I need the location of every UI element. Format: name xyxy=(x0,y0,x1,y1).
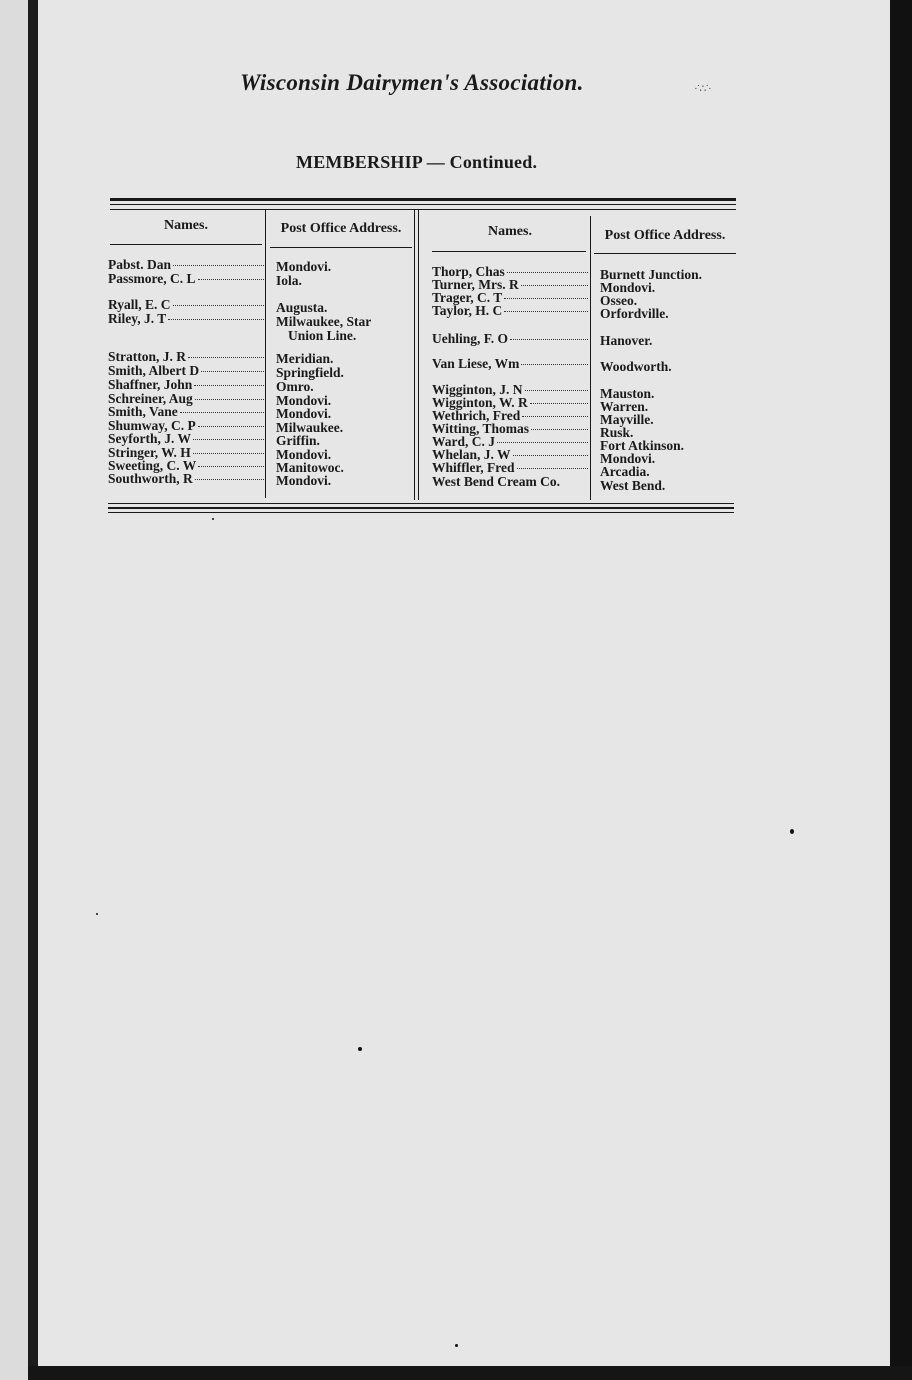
left-name: Pabst. Dan xyxy=(108,258,264,272)
right-address: Mondovi. xyxy=(600,452,656,466)
left-address: Mondovi. xyxy=(276,260,332,274)
page-edge-bottom xyxy=(28,1366,912,1380)
left-address: Omro. xyxy=(276,380,314,394)
top-rule-thin-2 xyxy=(110,209,736,210)
left-name: Stringer, W. H xyxy=(108,446,264,460)
book-spine xyxy=(0,0,28,1380)
left-address: Iola. xyxy=(276,274,302,288)
left-address: Griffin. xyxy=(276,434,320,448)
right-address: Mauston. xyxy=(600,387,655,401)
right-name: Wigginton, J. N xyxy=(432,383,588,397)
right-name: Turner, Mrs. R xyxy=(432,278,588,292)
left-address: Manitowoc. xyxy=(276,461,344,475)
scan-speck xyxy=(212,518,214,520)
scan-speck xyxy=(358,1047,362,1051)
right-name: Whiffler, Fred xyxy=(432,461,588,475)
right-name: Whelan, J. W xyxy=(432,448,588,462)
left-address: Milwaukee, Star xyxy=(276,315,372,329)
left-address: Mondovi. xyxy=(276,394,332,408)
right-name: Wigginton, W. R xyxy=(432,396,588,410)
right-address: Burnett Junction. xyxy=(600,268,703,282)
right-name: Taylor, H. C xyxy=(432,304,588,318)
section-title: MEMBERSHIP — Continued. xyxy=(296,152,538,172)
right-addr-header-underline xyxy=(594,253,736,254)
left-name: Schreiner, Aug xyxy=(108,392,264,406)
left-address: Mondovi. xyxy=(276,407,332,421)
right-address: Mondovi. xyxy=(600,281,656,295)
scan-speck xyxy=(96,913,98,915)
right-name-last: West Bend Cream Co. xyxy=(432,475,560,489)
spine-shadow xyxy=(28,0,38,1380)
center-separator-a xyxy=(414,210,415,500)
right-address: Warren. xyxy=(600,400,649,414)
bottom-rule-thin-2 xyxy=(108,512,734,513)
left-address: Mondovi. xyxy=(276,448,332,462)
left-names-header: Names. xyxy=(164,218,208,233)
left-name: Passmore, C. L xyxy=(108,272,264,286)
right-address: Mayville. xyxy=(600,413,654,427)
right-address: Osseo. xyxy=(600,294,638,308)
right-name: Van Liese, Wm xyxy=(432,357,588,371)
left-name: Shaffner, John xyxy=(108,378,264,392)
left-name: Seyforth, J. W xyxy=(108,432,264,446)
scan-speck xyxy=(455,1344,458,1347)
right-header-underline xyxy=(432,251,586,252)
left-header-underline xyxy=(110,244,262,245)
right-name: Ward, C. J xyxy=(432,435,588,449)
page-edge-right xyxy=(890,0,912,1380)
bottom-rule-thin xyxy=(108,503,734,504)
left-name: Riley, J. T xyxy=(108,312,264,326)
left-address-continued: Union Line. xyxy=(288,329,357,343)
left-name: Smith, Albert D xyxy=(108,364,264,378)
right-name: Witting, Thomas xyxy=(432,422,588,436)
left-name: Stratton, J. R xyxy=(108,350,264,364)
right-name: Thorp, Chas xyxy=(432,265,588,279)
right-name: Uehling, F. O xyxy=(432,332,588,346)
left-address: Milwaukee. xyxy=(276,421,344,435)
ornament-mark: ·˙∴˙· xyxy=(694,83,711,95)
left-address: Mondovi. xyxy=(276,474,332,488)
left-col-separator xyxy=(265,210,266,498)
left-name: Southworth, R xyxy=(108,472,264,486)
scan-speck xyxy=(790,829,794,834)
left-address: Augusta. xyxy=(276,301,328,315)
top-rule-thin xyxy=(110,204,736,205)
top-rule-thick xyxy=(110,198,736,201)
right-address: Woodworth. xyxy=(600,360,672,374)
left-name: Sweeting, C. W xyxy=(108,459,264,473)
left-name: Smith, Vane xyxy=(108,405,264,419)
right-address: Hanover. xyxy=(600,334,653,348)
right-address: Arcadia. xyxy=(600,465,650,479)
bottom-rule-thick xyxy=(108,507,734,509)
left-name: Shumway, C. P xyxy=(108,419,264,433)
right-names-header: Names. xyxy=(488,224,532,239)
right-col-separator xyxy=(590,216,591,500)
right-name: Wethrich, Fred xyxy=(432,409,588,423)
left-addr-header-underline xyxy=(270,247,412,248)
right-address: Orfordville. xyxy=(600,307,669,321)
right-address: Rusk. xyxy=(600,426,634,440)
left-name: Ryall, E. C xyxy=(108,298,264,312)
right-address-header: Post Office Address. xyxy=(604,228,726,243)
right-name: Trager, C. T xyxy=(432,291,588,305)
center-separator-b xyxy=(418,210,419,500)
right-address: Fort Atkinson. xyxy=(600,439,685,453)
left-address-header: Post Office Address. xyxy=(280,221,402,236)
right-address: West Bend. xyxy=(600,479,666,493)
left-address: Springfield. xyxy=(276,366,344,380)
left-address: Meridian. xyxy=(276,352,334,366)
running-title: Wisconsin Dairymen's Association. xyxy=(240,70,584,95)
